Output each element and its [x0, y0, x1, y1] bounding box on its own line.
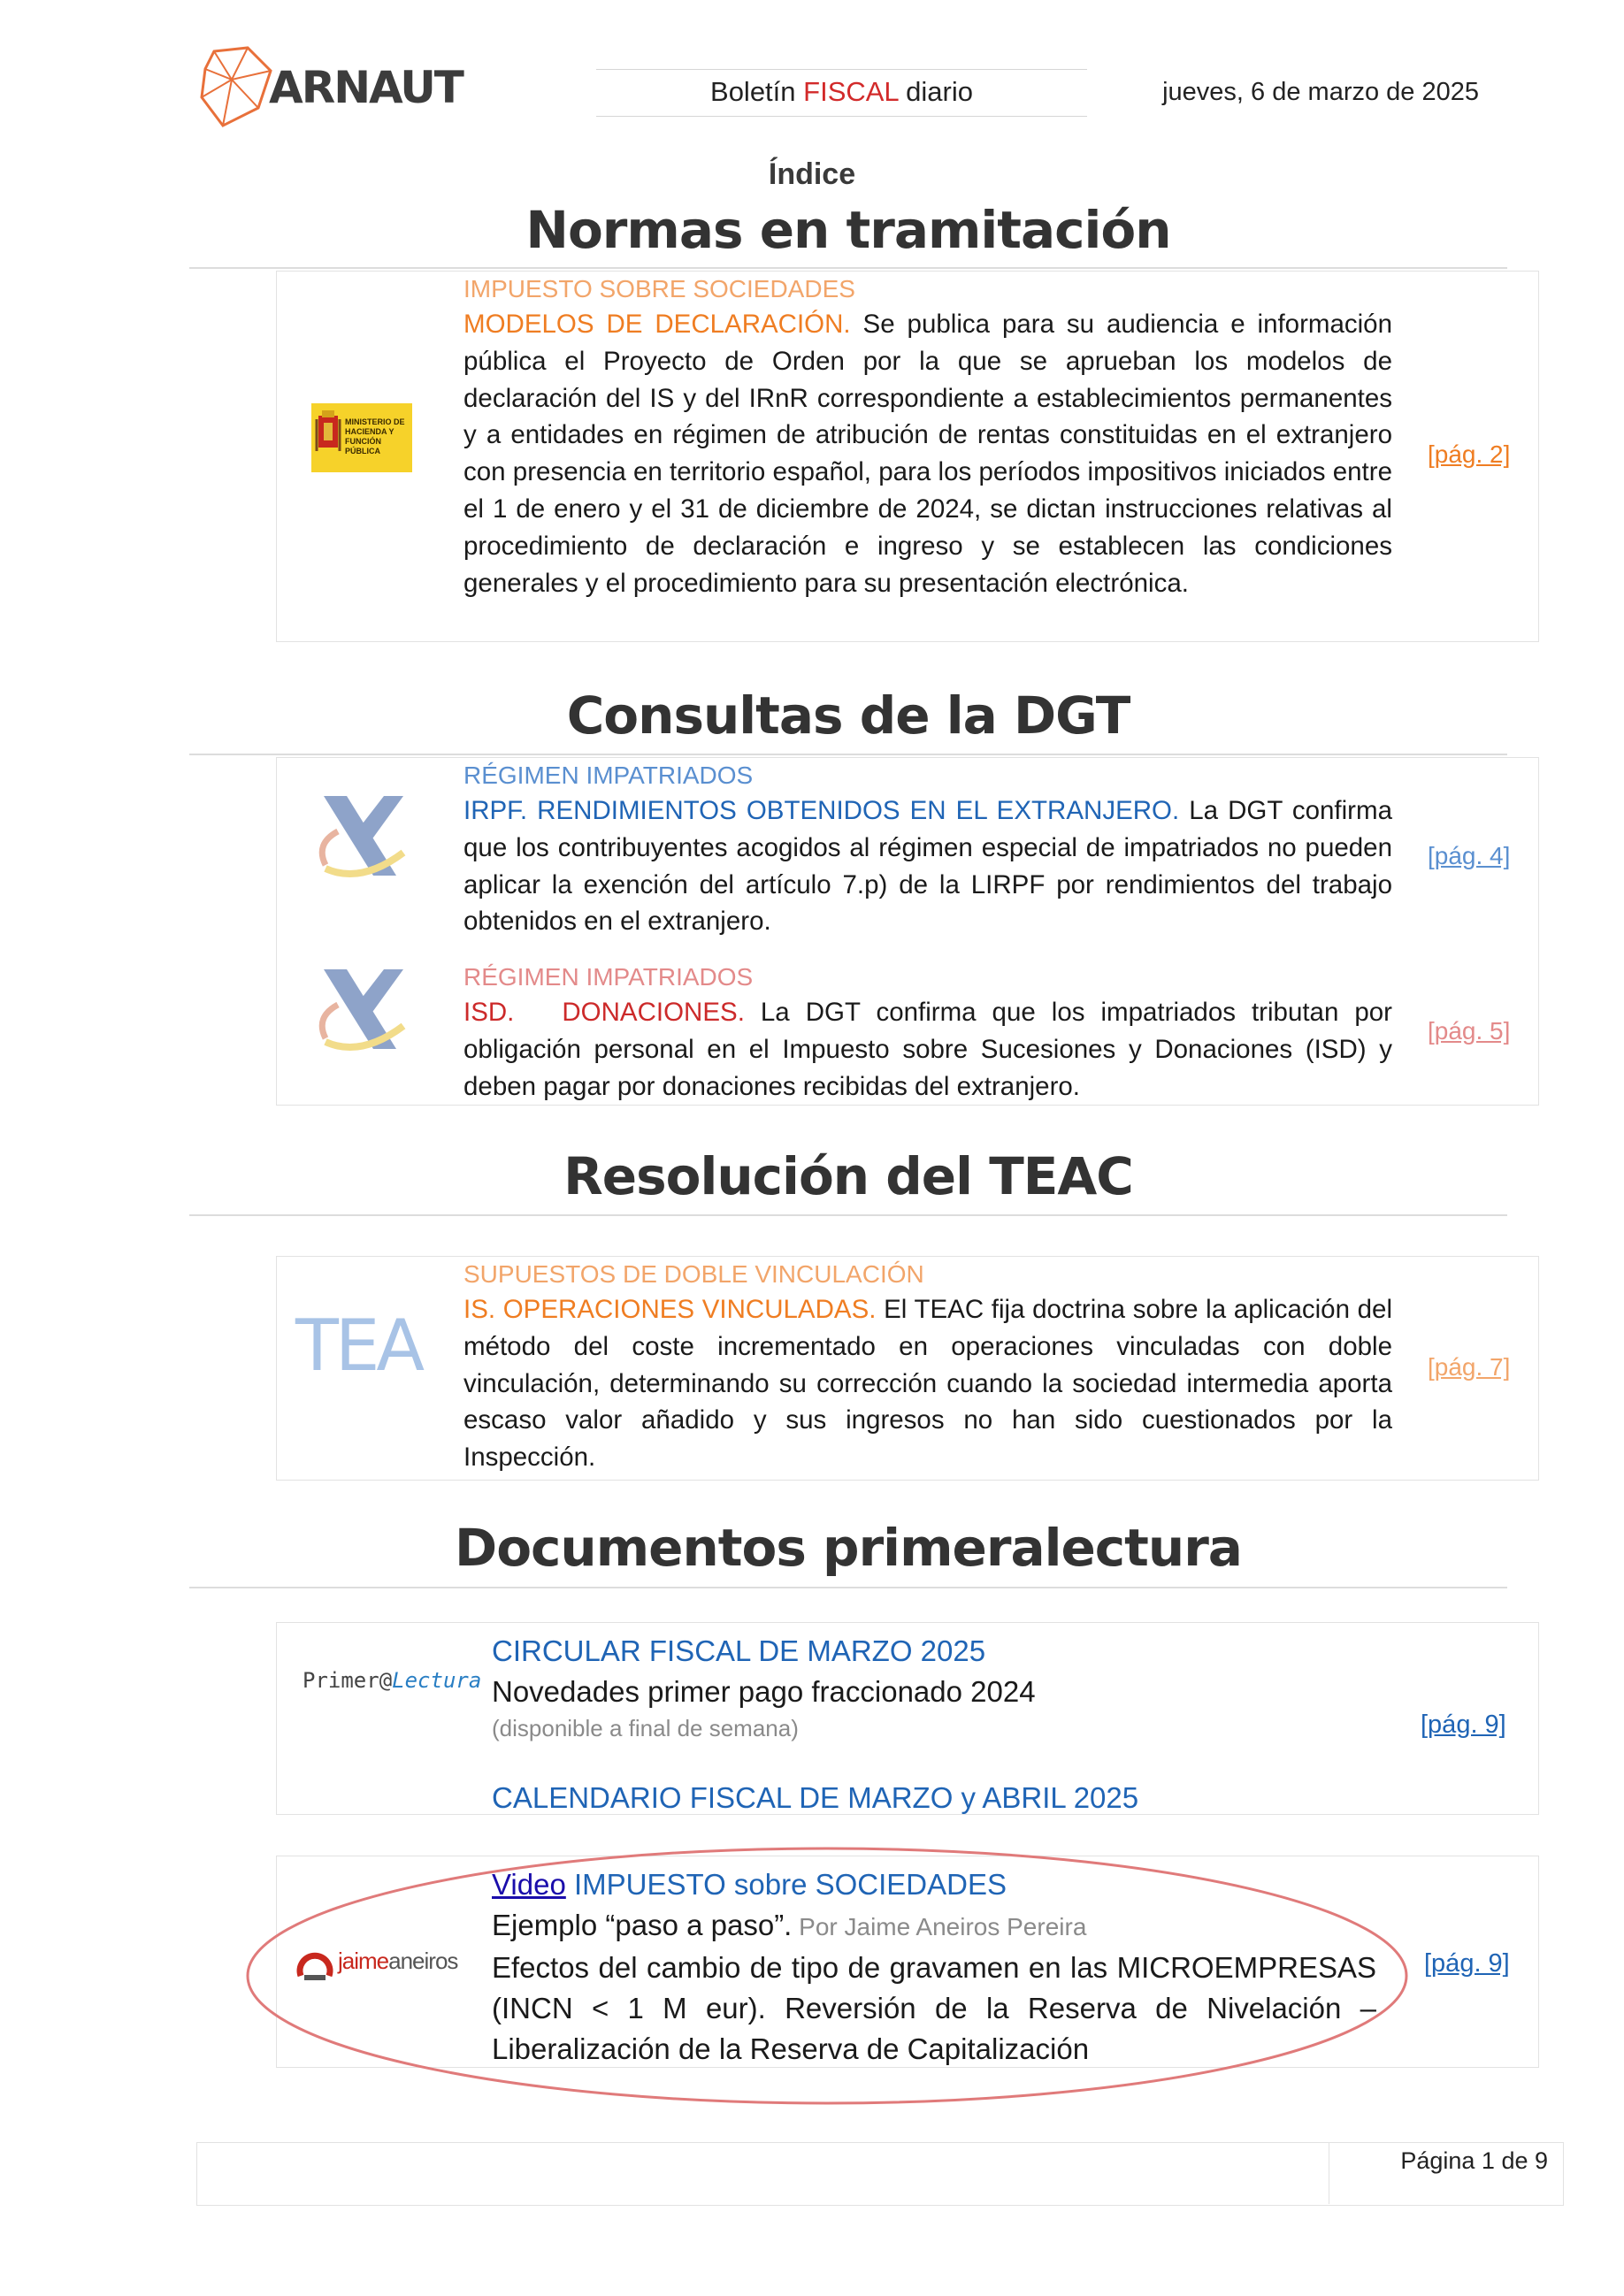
entry-heading: DONACIONES. — [562, 998, 745, 1027]
agencia-tributaria-logo — [308, 791, 414, 888]
normas-entry — [463, 272, 1392, 601]
entry-text — [463, 994, 1392, 1105]
entry-heading: MODELOS DE DECLARACIÓN. — [463, 310, 851, 339]
video-link[interactable]: Video — [492, 1868, 566, 1901]
entry-text — [463, 792, 1392, 940]
section-title-dgt: Consultas de la DGT — [566, 685, 1130, 746]
entry-body: La DGT confirma que los contribuyentes acogidos al régimen especial de impatriados no pueden aplicar la exención del artículo 7.p) de la LIRPF por rendimientos del trabajo obtenidos en el extranjero. — [463, 796, 1392, 937]
bulletin-date: jueves, 6 de marzo de 2025 — [1162, 78, 1479, 106]
highlight-ellipse-annotation — [239, 1840, 1415, 2112]
page-link-5[interactable]: [pág. 5] — [1428, 1017, 1511, 1045]
calendar-title: CALENDARIO FISCAL DE MARZO y ABRIL 2025 — [492, 1781, 1139, 1814]
section-divider — [189, 267, 1507, 269]
section-title-normas: Normas en tramitación — [525, 200, 1171, 260]
bulletin-fiscal: FISCAL — [803, 76, 899, 107]
entry-heading: IRPF. RENDIMIENTOS OBTENIDOS EN EL EXTRANJERO. — [463, 796, 1180, 825]
footer-box — [196, 2142, 1564, 2206]
section-title-documentos: Documentos primeralectura — [455, 1518, 1242, 1578]
page-link-9[interactable]: [pág. 9] — [1424, 1949, 1510, 1978]
entry-heading-tax: ISD. — [463, 998, 515, 1027]
section-divider — [189, 1214, 1507, 1216]
primeralectura-logo — [303, 1668, 481, 1693]
page-link-2[interactable]: [pág. 2] — [1428, 440, 1511, 468]
ministerio-logo-text: MINISTERIO DE HACIENDA Y FUNCIÓN PÚBLICA — [345, 417, 405, 455]
logo-jaime: jaime — [338, 1948, 389, 1974]
page-link-4[interactable]: [pág. 4] — [1428, 842, 1511, 869]
circular-subtitle: Novedades primer pago fraccionado 2024 — [492, 1675, 1036, 1708]
entry-category: RÉGIMEN IMPATRIADOS — [463, 762, 754, 789]
video-example: Ejemplo “paso a paso”. — [492, 1909, 793, 1941]
page-number: Página 1 de 9 — [1400, 2147, 1548, 2174]
aeat-logo-icon — [308, 964, 414, 1061]
bulletin-prefix: Boletín — [710, 76, 804, 107]
teac-entry — [463, 1258, 1392, 1476]
entry-category: IMPUESTO SOBRE SOCIEDADES — [463, 275, 855, 302]
logo-primer: Primer@ — [303, 1668, 393, 1693]
entry-category: RÉGIMEN IMPATRIADOS — [463, 963, 754, 991]
dgt-entry-2 — [463, 960, 1392, 1105]
page-link-9[interactable]: [pág. 9] — [1421, 1711, 1506, 1739]
video-author: Por Jaime Aneiros Pereira — [792, 1913, 1087, 1940]
entry-heading: IS. OPERACIONES VINCULADAS. — [463, 1295, 877, 1324]
logo-lectura: Lectura — [392, 1668, 482, 1693]
bulletin-suffix: diario — [898, 76, 973, 107]
entry-text — [463, 306, 1392, 601]
entry-category: SUPUESTOS DE DOBLE VINCULACIÓN — [463, 1260, 924, 1288]
ministerio-hacienda-logo — [311, 403, 412, 472]
dgt-entry-1 — [463, 759, 1392, 940]
index-title: Índice — [768, 157, 856, 191]
bulletin-title — [596, 69, 1087, 117]
primeralectura-entry — [492, 1631, 1376, 1818]
circular-title: CIRCULAR FISCAL DE MARZO 2025 — [492, 1634, 986, 1667]
entry-text — [463, 1291, 1392, 1476]
arnaut-polygon-icon — [196, 44, 276, 133]
entry-body: Se publica para su audiencia e información pública el Proyecto de Orden por la que se aprueban los modelos de declaración del IS y del IRnR correspondiente a establecimientos permanentes y a entidades en régimen de atribución de rentas constituidas en el extranjero con presencia en territorio español, para los períodos impositivos iniciados entre el 1 de enero y el 31 de diciembre de 2024, se dictan instrucciones relativas al procedimiento de declaración e ingreso y se establecen las condiciones generales y el procedimiento para su presentación electrónica. — [463, 310, 1392, 598]
video-description: Efectos del cambio de tipo de gravamen en las MICROEMPRESAS (INCN < 1 M eur). Reversión de la Reserva de Nivelación – Liberalización de la Reserva de Capitalización — [492, 1951, 1376, 2065]
entry-body: La DGT confirma que los impatriados tributan por obligación personal en el Impuesto sobre Sucesiones y Donaciones (ISD) y deben pagar por donaciones recibidas del extranjero. — [463, 998, 1392, 1101]
arnaut-logo — [196, 44, 462, 133]
tea-logo: TEA — [295, 1305, 422, 1387]
availability-note: (disponible a final de semana) — [492, 1715, 799, 1741]
logo-aneiros: aneiros — [388, 1948, 458, 1974]
section-title-teac: Resolución del TEAC — [563, 1146, 1133, 1206]
page-link-7[interactable]: [pág. 7] — [1428, 1353, 1511, 1381]
section-divider — [189, 754, 1507, 755]
agencia-tributaria-logo — [308, 964, 414, 1061]
logo-wordmark: ARNAUT — [269, 62, 463, 113]
video-title: IMPUESTO sobre SOCIEDADES — [565, 1868, 1007, 1901]
section-divider — [189, 1587, 1507, 1588]
aeat-logo-icon — [308, 791, 414, 888]
entry-body: El TEAC fija doctrina sobre la aplicación del método del coste incrementado en operaciones vinculadas con doble vinculación, determinando su corrección cuando la sociedad intermedia aporta escaso valor añadido y sus ingresos no han sido cuestionados por la Inspección. — [463, 1295, 1392, 1473]
